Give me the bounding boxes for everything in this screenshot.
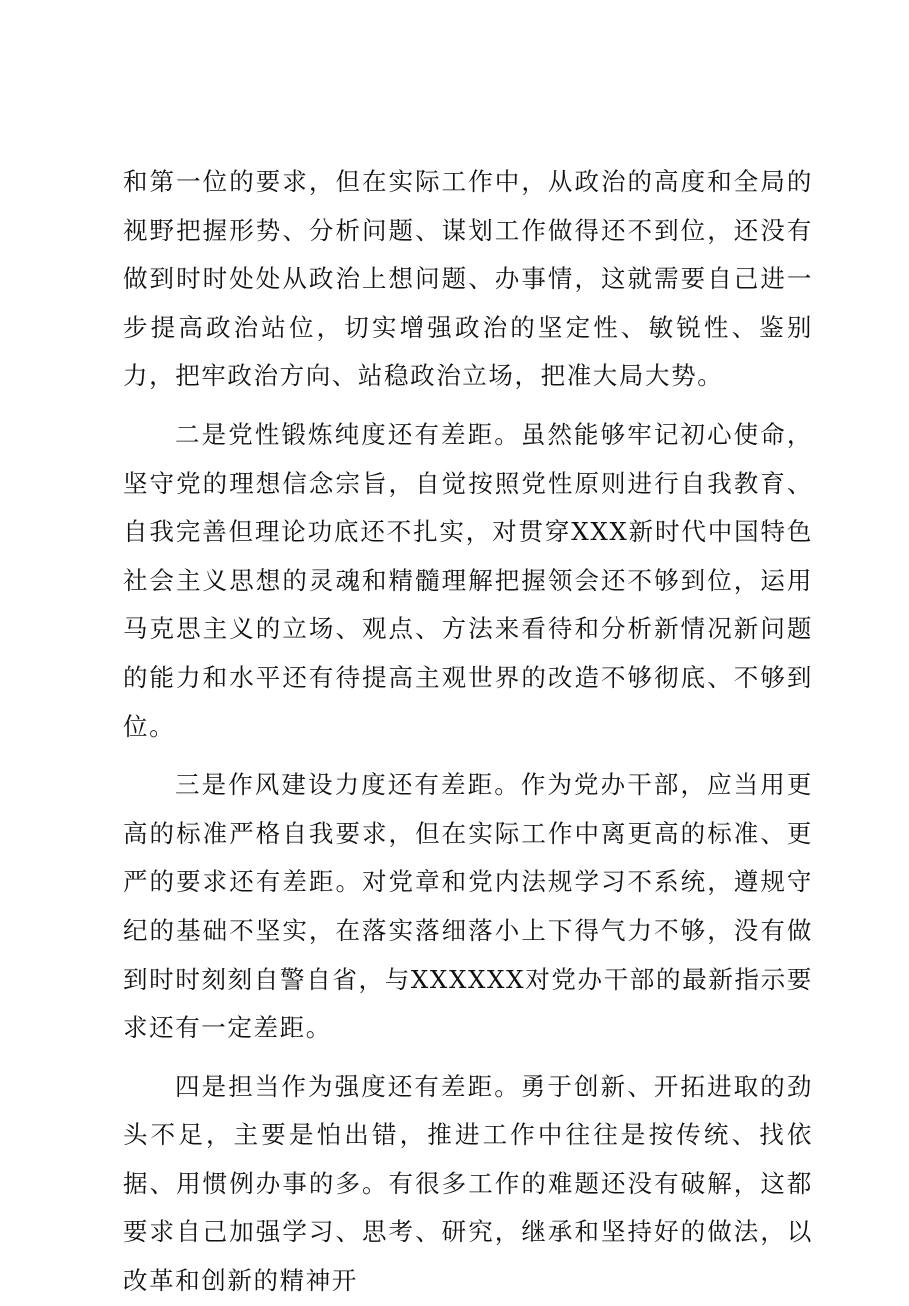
paragraph-work-style: 三是作风建设力度还有差距。作为党办干部，应当用更高的标准严格自我要求，但在实际工作中离更高的标准、更严的要求还有差距。对党章和党内法规学习不系统，遵规守纪的基础不坚实，在落实落细落小上下得气力不够，没有做到时时刻刻自警自省，与XXXXXX对党办干部的最新指示要求还有一定差距。 [123,770,813,1043]
paragraph-responsibility: 四是担当作为强度还有差距。勇于创新、开拓进取的劲头不足，主要是怕出错，推进工作中往往是按传统、找依据、用惯例办事的多。有很多工作的难题还没有破解，这都要求自己加强学习、思考、研究，继承和坚持好的做法，以改革和创新的精神开 [123,1071,813,1296]
document-body [123,158,813,1306]
paragraph-political-standing-continuation: 和第一位的要求，但在实际工作中，从政治的高度和全局的视野把握形势、分析问题、谋划工作做得还不到位，还没有做到时时处处从政治上想问题、办事情，这就需要自己进一步提高政治站位，切实增强政治的坚定性、敏锐性、鉴别力，把牢政治方向、站稳政治立场，把准大局大势。 [123,167,813,391]
paragraph-party-spirit: 二是党性锻炼纯度还有差距。虽然能够牢记初心使命，坚守党的理想信念宗旨，自觉按照党性原则进行自我教育、自我完善但理论功底还不扎实，对贯穿XXX新时代中国特色社会主义思想的灵魂和精髓理解把握领会还不够到位，运用马克思主义的立场、观点、方法来看待和分析新情况新问题的能力和水平还有待提高主观世界的改造不够彻底、不够到位。 [123,419,813,741]
